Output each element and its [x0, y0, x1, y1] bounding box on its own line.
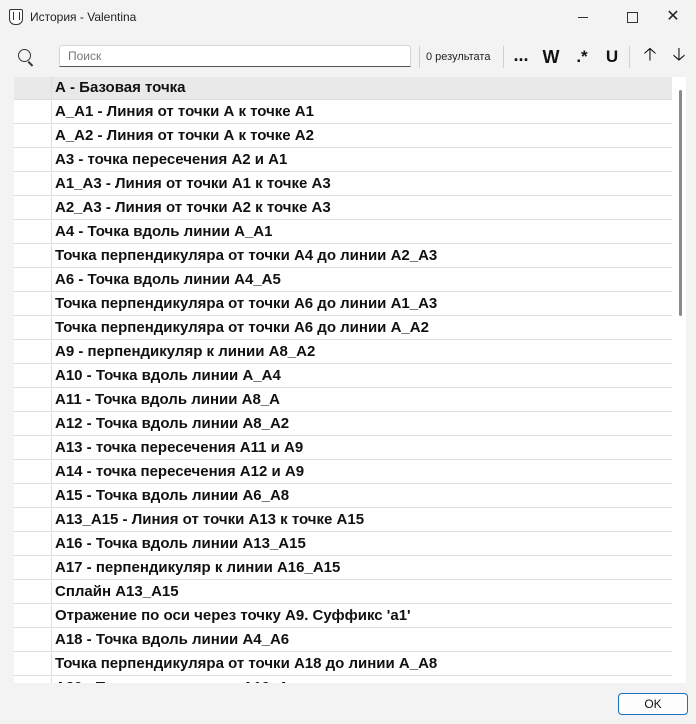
minimize-button[interactable]	[560, 0, 606, 34]
history-row-label: Точка перпендикуляра от точки А18 до линии А_А8	[55, 655, 438, 672]
row-gutter	[14, 317, 52, 339]
row-gutter	[14, 101, 52, 123]
history-row-label: А - Базовая точка	[55, 79, 186, 96]
row-gutter	[14, 629, 52, 651]
row-gutter	[14, 389, 52, 411]
separator	[419, 46, 420, 68]
history-row-label: А6 - Точка вдоль линии А4_А5	[55, 271, 281, 288]
row-gutter	[14, 533, 52, 555]
dialog-footer	[0, 683, 696, 724]
row-gutter	[14, 557, 52, 579]
arrow-down-icon[interactable]: 🡣	[672, 44, 686, 64]
row-gutter	[14, 77, 52, 99]
more-options-button[interactable]: ...	[513, 44, 529, 65]
search-input[interactable]	[59, 45, 411, 67]
history-row[interactable]	[14, 221, 672, 244]
regex-button[interactable]: .*	[576, 47, 588, 66]
separator	[503, 46, 504, 68]
row-gutter	[14, 173, 52, 195]
whole-word-button[interactable]: W	[542, 46, 560, 67]
history-row-label: А16 - Точка вдоль линии А13_А15	[55, 535, 306, 552]
row-gutter	[14, 125, 52, 147]
row-gutter	[14, 485, 52, 507]
history-row[interactable]	[14, 197, 672, 220]
match-case-button[interactable]: U	[605, 47, 619, 66]
history-row[interactable]	[14, 173, 672, 196]
search-icon	[18, 49, 31, 62]
history-row[interactable]	[14, 653, 672, 676]
history-row[interactable]	[14, 389, 672, 412]
row-gutter	[14, 341, 52, 363]
history-row[interactable]	[14, 149, 672, 172]
history-row-label: Точка перпендикуляра от точки А6 до линии А1_А3	[55, 295, 438, 312]
history-row-label: А13_А15 - Линия от точки А13 к точке А15	[55, 511, 365, 528]
history-row-label: Сплайн А13_А15	[55, 583, 179, 600]
history-row[interactable]	[14, 77, 672, 100]
row-gutter	[14, 605, 52, 627]
history-row[interactable]	[14, 509, 672, 532]
row-gutter	[14, 149, 52, 171]
scrollbar-thumb[interactable]	[679, 90, 682, 316]
maximize-icon	[627, 12, 638, 23]
app-icon	[9, 9, 23, 25]
history-row-label: А15 - Точка вдоль линии А6_А8	[55, 487, 290, 504]
row-gutter	[14, 293, 52, 315]
history-row-label: А14 - точка пересечения А12 и А9	[55, 463, 305, 480]
history-row-label: Точка перпендикуляра от точки А6 до линии А_А2	[55, 319, 429, 336]
history-row[interactable]	[14, 101, 672, 124]
minimize-icon	[578, 17, 588, 18]
history-row-label: Отражение по оси через точку А9. Суффикс 'a1'	[55, 607, 411, 624]
arrow-up-icon[interactable]: 🡡	[643, 44, 657, 64]
row-gutter	[14, 509, 52, 531]
history-row[interactable]	[14, 365, 672, 388]
history-row-label: А3 - точка пересечения А2 и А1	[55, 151, 288, 168]
row-gutter	[14, 437, 52, 459]
history-row[interactable]	[14, 533, 672, 556]
history-row-label: А9 - перпендикуляр к линии А8_А2	[55, 343, 316, 360]
history-row[interactable]	[14, 485, 672, 508]
history-row[interactable]	[14, 557, 672, 580]
history-row[interactable]	[14, 581, 672, 604]
history-row[interactable]	[14, 629, 672, 652]
row-gutter	[14, 269, 52, 291]
row-gutter	[14, 413, 52, 435]
title-bar	[0, 0, 696, 34]
results-count: 0 результата	[426, 51, 491, 63]
history-row[interactable]	[14, 413, 672, 436]
history-row[interactable]	[14, 293, 672, 316]
row-gutter	[14, 581, 52, 603]
close-button[interactable]	[650, 0, 696, 34]
history-row-label: А2_А3 - Линия от точки А2 к точке А3	[55, 199, 331, 216]
history-row-label: А1_А3 - Линия от точки А1 к точке А3	[55, 175, 331, 192]
history-row[interactable]	[14, 605, 672, 628]
history-row-label: А10 - Точка вдоль линии А_А4	[55, 367, 281, 384]
history-row-label: А18 - Точка вдоль линии А4_А6	[55, 631, 290, 648]
history-row-label: Точка перпендикуляра от точки А4 до линии А2_А3	[55, 247, 438, 264]
history-row-label: А11 - Точка вдоль линии А8_А	[55, 391, 280, 408]
separator	[629, 46, 630, 68]
history-row[interactable]	[14, 341, 672, 364]
history-row-label: А_А2 - Линия от точки А к точке А2	[55, 127, 314, 144]
history-row-label: А17 - перпендикуляр к линии А16_А15	[55, 559, 341, 576]
history-row-label: А12 - Точка вдоль линии А8_А2	[55, 415, 290, 432]
row-gutter	[14, 461, 52, 483]
search-toolbar	[0, 40, 696, 74]
row-gutter	[14, 653, 52, 675]
history-row-label: А4 - Точка вдоль линии А_А1	[55, 223, 273, 240]
row-gutter	[14, 365, 52, 387]
close-icon: ✕	[666, 8, 680, 25]
history-row-label: А13 - точка пересечения А11 и А9	[55, 439, 304, 456]
history-row-label: А_А1 - Линия от точки А к точке А1	[55, 103, 314, 120]
row-gutter	[14, 221, 52, 243]
window-title: История - Valentina	[30, 10, 137, 24]
history-list[interactable]	[14, 77, 686, 683]
history-row[interactable]	[14, 437, 672, 460]
row-gutter	[14, 197, 52, 219]
history-row[interactable]	[14, 269, 672, 292]
ok-button[interactable]: OK	[618, 693, 688, 715]
history-row[interactable]	[14, 245, 672, 268]
history-row[interactable]	[14, 125, 672, 148]
row-gutter	[14, 245, 52, 267]
maximize-button[interactable]	[609, 0, 655, 34]
history-row[interactable]	[14, 461, 672, 484]
history-row[interactable]	[14, 317, 672, 340]
